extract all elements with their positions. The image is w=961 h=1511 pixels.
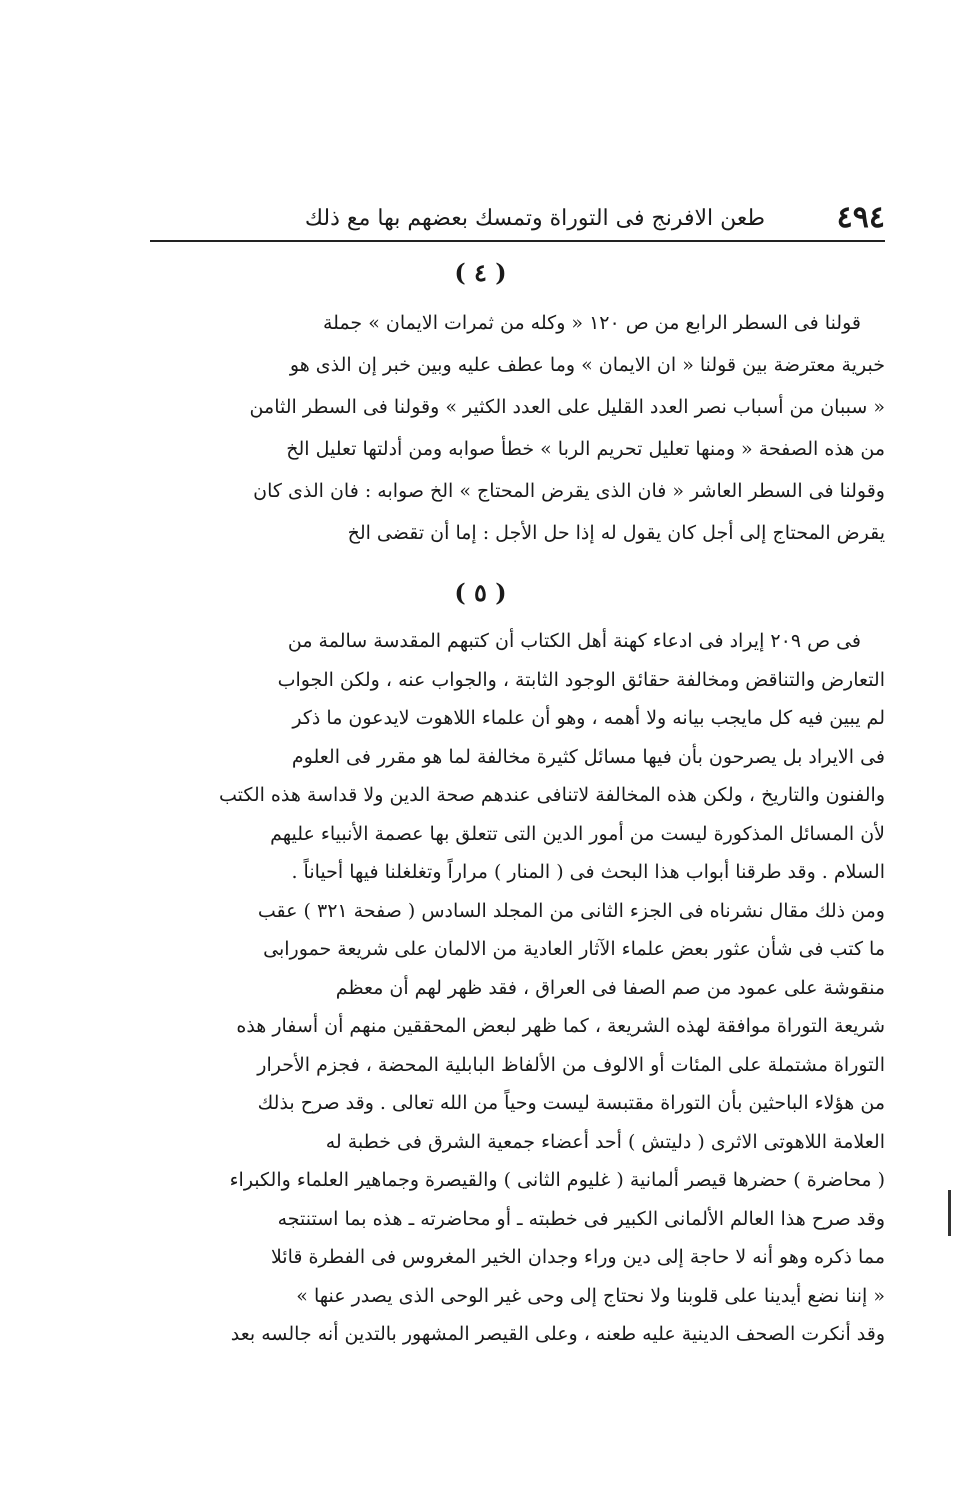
header-rule: [150, 240, 885, 242]
text-line: العلامة اللاهوتى الاثرى ( دليتش ) أحد أعضاء جمعية الشرق فى خطبة له: [325, 1130, 885, 1153]
text-line: لم يبين فيه كل مايجب بيانه ولا أهمه ، وهو أن علماء اللاهوت لايدعون ما ذكر: [292, 707, 885, 729]
text-line: من هؤلاء الباحثين بأن التوراة مقتبسة ليست وحياً من الله تعالى . وقد صرح بذلك: [257, 1092, 885, 1114]
text-line: « سببان من أسباب نصر العدد القليل على العدد الكثير » وقولنا فى السطر الثامن: [249, 396, 885, 418]
text-line: فى الايراد بل يصرحون بأن فيها مسائل كثيرة مخالفة لما هو مقرر فى العلوم: [291, 745, 885, 768]
text-line: قولنا فى السطر الرابع من ص ١٢٠ « وكله من ثمرات الايمان » جملة: [322, 312, 861, 334]
text-line: ومن ذلك مقال نشرناه فى الجزء الثانى من المجلد السادس ( صفحة ٣٢١ ) عقب: [257, 899, 885, 922]
page-header: [150, 198, 885, 242]
text-line: شريعة التوراة موافقة لهذه الشريعة ، كما ظهر لبعض المحققين منهم أن أسفار هذه: [236, 1015, 885, 1037]
text-line: والفنون والتاريخ ، ولكن هذه المخالفة لاتنافى عندهم صحة الدين ولا قداسة هذه الكتب: [218, 784, 885, 806]
text-line: مما ذكره وهو أنه لا حاجة إلى دين وراء وجدان الخير المغروس فى الفطرة قائلا: [270, 1246, 885, 1268]
section-4-paragraph: [150, 302, 885, 554]
text-line: ( محاضرة ) حضرها قيصر ألمانية ( غليوم الثانى ) والقيصرة وجماهير العلماء والكبراء: [229, 1169, 885, 1191]
text-line: يقرض المحتاج إلى أجل كان يقول له إذا حل الأجل : إما أن تقضى الخ: [347, 522, 885, 544]
text-line: ما كتب فى شأن عثور بعض علماء الآثار العادية من الالمان على شريعة حمورابى: [263, 938, 885, 960]
text-line: « إننا نضع أيدينا على قلوبنا ولا نحتاج إلى وحى غير الوحى الذى يصدر عنها »: [296, 1284, 885, 1307]
text-line: فى ص ٢٠٩ إيراد فى ادعاء كهنة أهل الكتاب أن كتبهم المقدسة سالمة من: [287, 630, 861, 652]
text-line: التوراة مشتملة على المئات أو الالوف من الألفاظ البابلية المحضة ، فجزم الأحرار: [257, 1053, 885, 1076]
text-line: لأن المسائل المذكورة ليست من أمور الدين التى تتعلق بها عصمة الأنبياء عليهم: [270, 822, 885, 845]
running-title: طعن الافرنج فى التوراة وتمسك بعضهم بها مع ذلك: [304, 206, 765, 231]
text-line: من هذه الصفحة « ومنها تعليل تحريم الربا » خطأ صوابه ومن أدلتها تعليل الخ: [286, 438, 885, 460]
text-line: وقد أنكرت الصحف الدينية عليه طعنه ، وعلى القيصر المشهور بالتدين أنه جالسه بعد: [230, 1323, 885, 1345]
text-line: وقد صرح هذا العالم الألمانى الكبير فى خطبته ـ أو محاضرته ـ هذه بما استنتجه: [277, 1207, 885, 1230]
section-5-paragraph: [150, 622, 885, 1354]
text-line: السلام . وقد طرقنا أبواب هذا البحث فى ( المنار ) مراراً وتغلغلنا فيها أحياناً .: [291, 861, 885, 883]
text-line: خبرية معترضة بين قولنا « ان الايمان » وما عطف عليه وبين خبر إن الذى هو: [289, 354, 885, 376]
text-line: وقولنا فى السطر العاشر « فان الذى يقرض المحتاج » الخ صوابه : فان الذى كان: [253, 480, 885, 502]
section-number-4: ( ٤ ): [454, 258, 507, 287]
text-line: التعارض والتناقض ومخالفة حقائق الوجود الثابتة ، والجواب عنه ، ولكن الجواب: [277, 668, 885, 691]
page-number: ٤٩٤: [836, 200, 885, 235]
section-number-5: ( ٥ ): [454, 578, 507, 607]
margin-mark: [948, 1190, 951, 1236]
text-line: منقوشة على عمود من صم الصفا فى العراق ، فقد ظهر لهم أن معظم: [335, 976, 885, 999]
